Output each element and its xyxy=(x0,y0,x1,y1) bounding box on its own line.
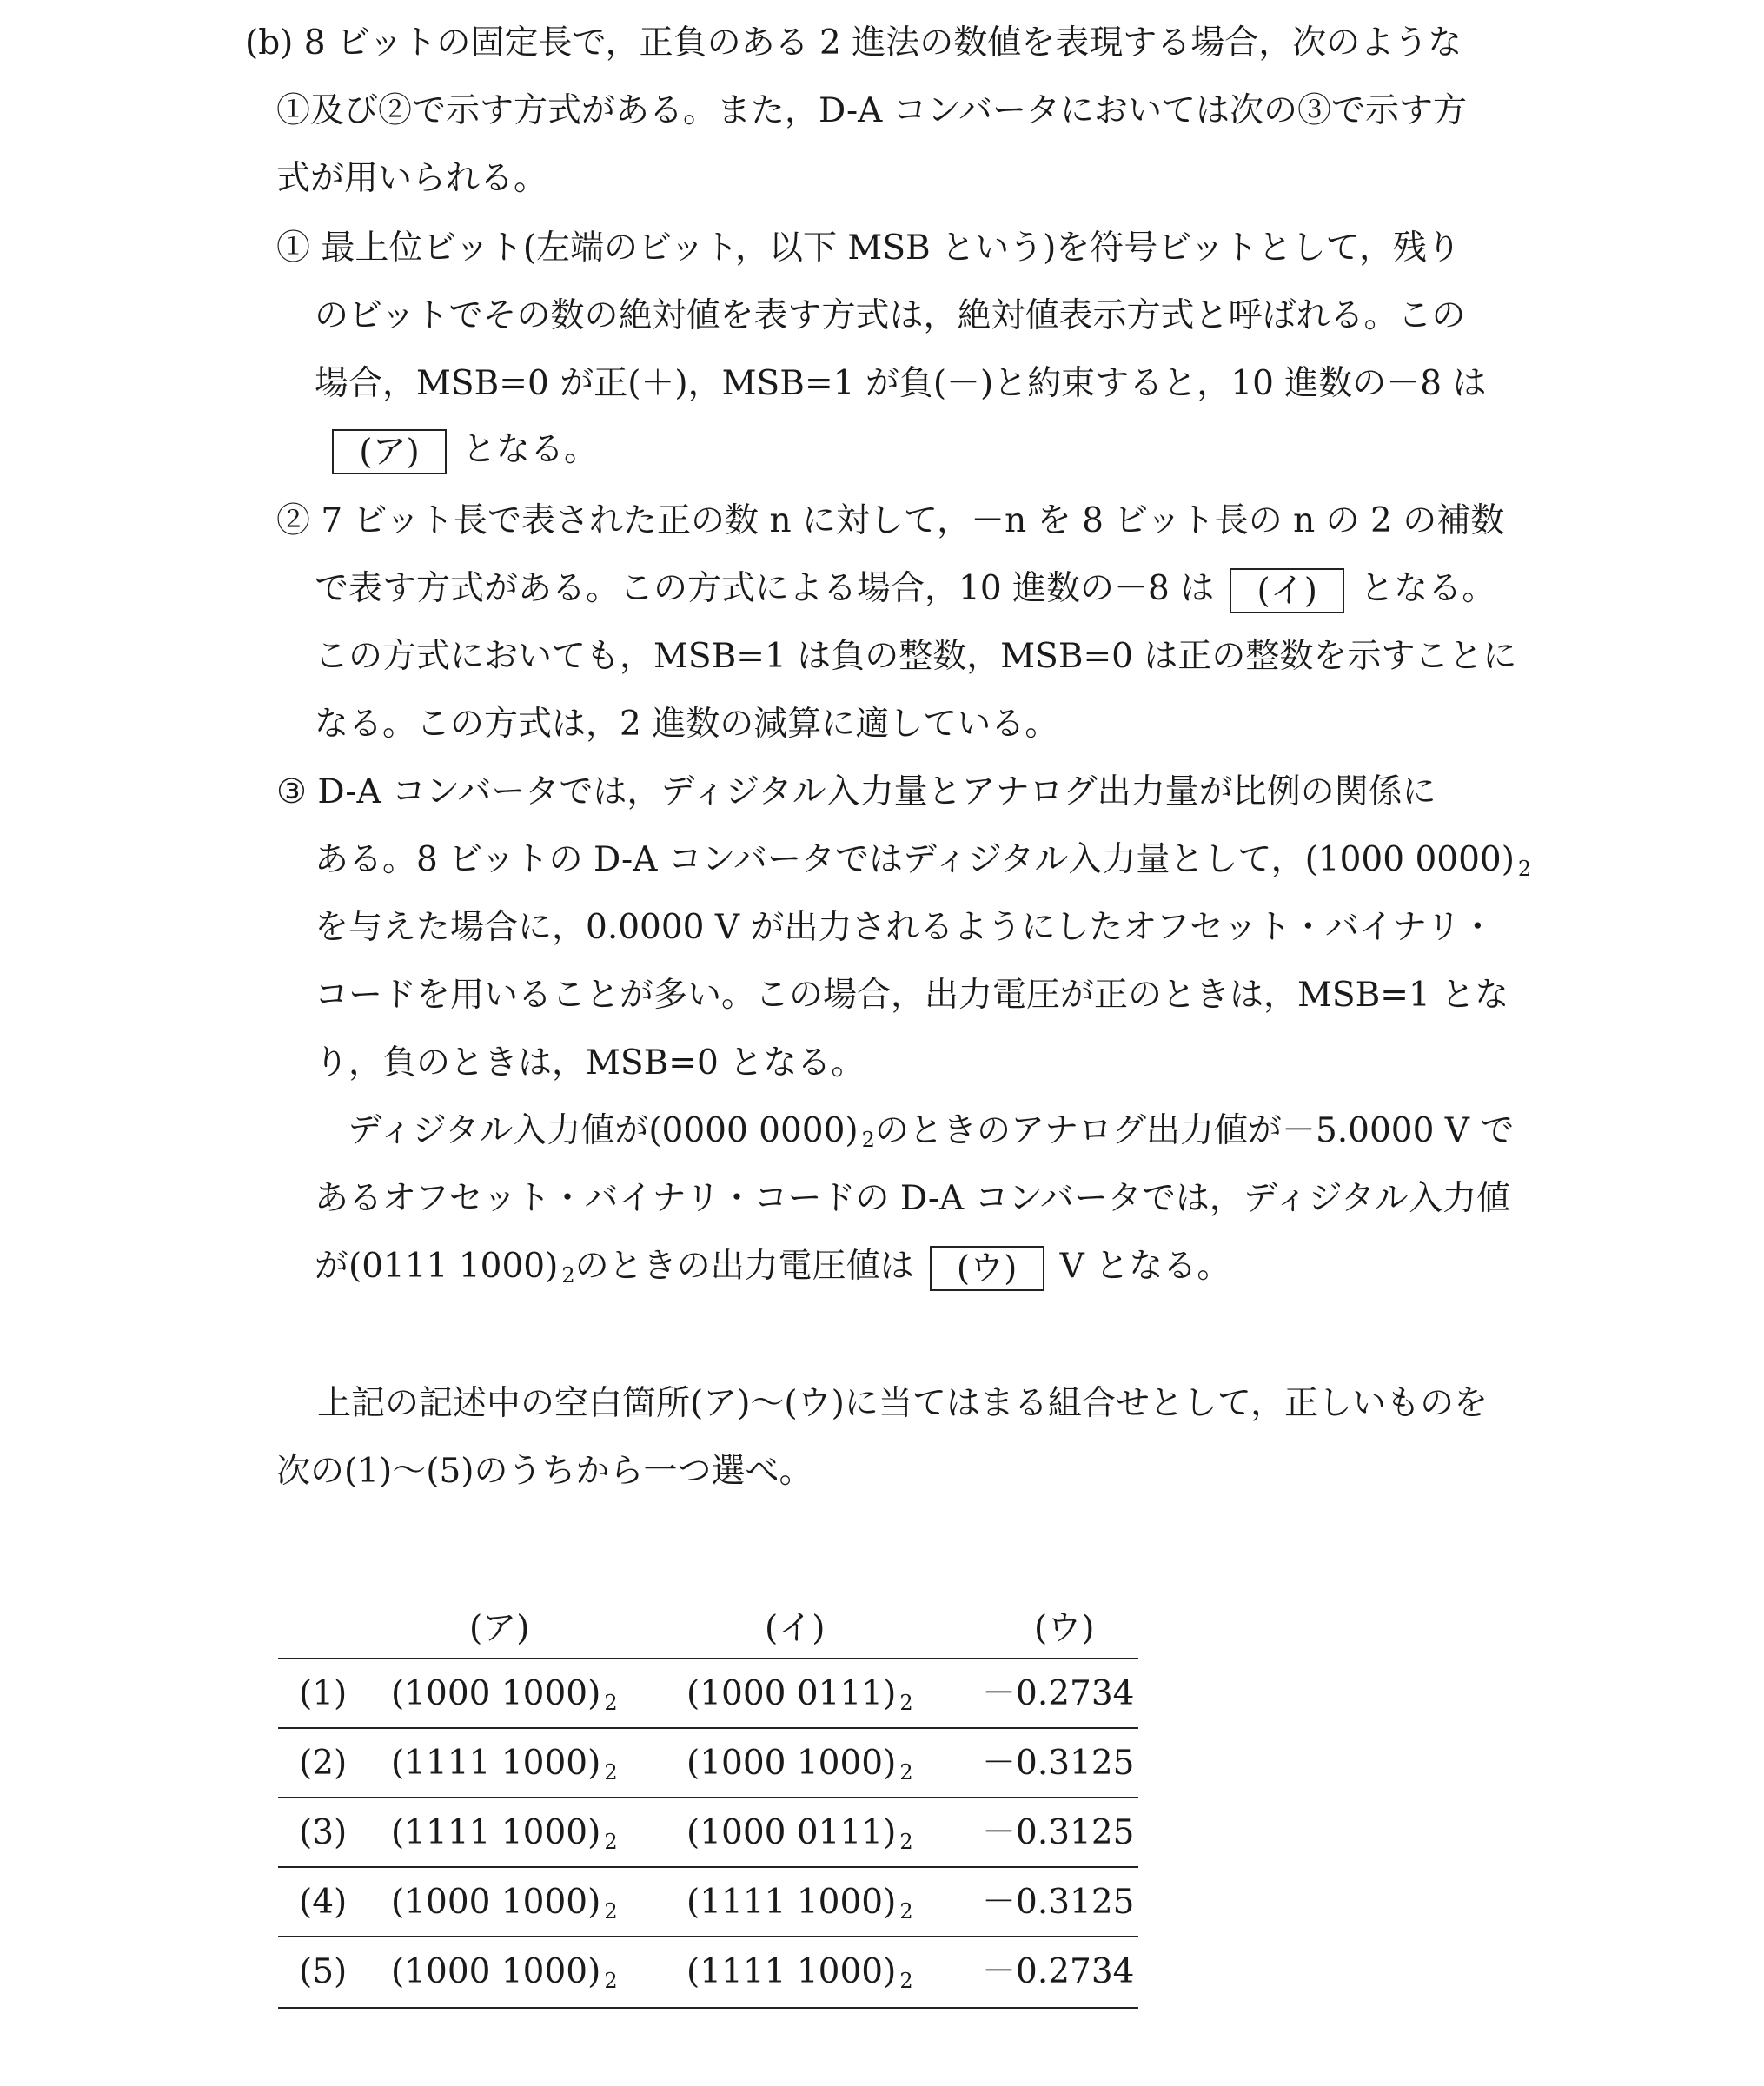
item-1-line-4 xyxy=(315,426,598,474)
item-3-line-7: あるオフセット・バイナリ・コードの D-A コンバータでは，ディジタル入力値 xyxy=(315,1179,1511,1218)
item-1-tail: となる。 xyxy=(462,430,599,469)
item-3-line-3: を与えた場合に，0.0000 V が出力されるようにしたオフセット・バイナリ・ xyxy=(315,908,1495,947)
binary-subscript: 2 xyxy=(861,1128,875,1152)
item-3-line-8-tail: V となる。 xyxy=(1059,1247,1231,1286)
item-2-line-2-head: で表す方式がある。この方式による場合，10 進数の－8 は xyxy=(315,569,1215,608)
item-2-line-2-tail: となる。 xyxy=(1360,569,1496,608)
cell-b: (1000 0111) $_2$ xyxy=(686,1813,913,1854)
choice-number: (2) xyxy=(299,1744,348,1783)
text-line-2: ①及び②で示す方式がある。また，D-A コンバータにおいては次の③で示す方 xyxy=(276,91,1468,130)
binary-subscript: 2 xyxy=(561,1263,575,1288)
cell-a: (1000 1000) $_2$ xyxy=(391,1952,618,1993)
table-header xyxy=(278,1600,1138,1658)
question-line-2: 次の(1)～(5)のうちから一つ選べ。 xyxy=(276,1452,813,1491)
item-3-line-6-tail: のときのアナログ出力値が－5.0000 V で xyxy=(874,1111,1515,1150)
cell-a: (1000 1000) $_2$ xyxy=(391,1674,618,1715)
choice-number: (4) xyxy=(299,1883,348,1922)
text-line-1: (b) 8 ビットの固定長で，正負のある 2 進法の数値を表現する場合，次のような xyxy=(245,23,1462,63)
item-3-line-8 xyxy=(315,1242,1230,1291)
choice-number: (5) xyxy=(299,1952,348,1991)
blank-a-box: (ア) xyxy=(332,429,447,474)
item-3-line-2 xyxy=(315,836,1531,884)
cell-a: (1111 1000) $_2$ xyxy=(391,1744,618,1785)
cell-b: (1000 1000) $_2$ xyxy=(686,1744,913,1785)
item-2-line-4: なる。この方式は，2 進数の減算に適している。 xyxy=(315,705,1059,744)
cell-c: －0.2734 xyxy=(982,1674,1135,1713)
item-3-line-4: コードを用いることが多い。この場合，出力電圧が正のときは，MSB=1 とな xyxy=(315,976,1509,1015)
cell-b: (1111 1000) $_2$ xyxy=(686,1883,913,1924)
table-row[interactable] xyxy=(278,1727,1138,1798)
question-line-1: 上記の記述中の空白箇所(ア)～(ウ)に当てはまる組合せとして，正しいものを xyxy=(317,1384,1489,1423)
table-row[interactable] xyxy=(278,1797,1138,1868)
cell-c: －0.3125 xyxy=(982,1813,1135,1852)
cell-c: －0.3125 xyxy=(982,1883,1135,1922)
table-row[interactable] xyxy=(278,1658,1138,1729)
binary-subscript: 2 xyxy=(1517,857,1532,881)
item-2-line-2 xyxy=(315,565,1495,613)
header-a: (ア) xyxy=(469,1609,530,1648)
item-3-line-8-mid: のときの出力電圧値は xyxy=(574,1247,914,1286)
blank-c-box: (ウ) xyxy=(930,1246,1044,1291)
cell-b: (1000 0111) $_2$ xyxy=(686,1674,913,1715)
item-3-line-6 xyxy=(348,1107,1514,1156)
item-3-line-8-head: が(0111 1000) xyxy=(315,1247,559,1286)
cell-a: (1111 1000) $_2$ xyxy=(391,1813,618,1854)
item-2-line-3: この方式においても，MSB=1 は負の整数，MSB=0 は正の整数を示すことに xyxy=(315,637,1517,676)
cell-c: －0.3125 xyxy=(982,1744,1135,1783)
item-3-line-5: り，負のときは，MSB=0 となる。 xyxy=(315,1043,865,1083)
item-3-line-2-head: ある。8 ビットの D-A コンバータではディジタル入力量として，(1000 0000) xyxy=(315,840,1515,879)
cell-a: (1000 1000) $_2$ xyxy=(391,1883,618,1924)
item-3-line-1: ③ D-A コンバータでは，ディジタル入力量とアナログ出力量が比例の関係に xyxy=(276,772,1436,811)
item-1-line-3: 場合，MSB=0 が正(＋)，MSB=1 が負(－)と約束すると，10 進数の－8 は xyxy=(315,364,1487,403)
choice-number: (1) xyxy=(299,1674,348,1713)
header-b: (イ) xyxy=(765,1609,826,1648)
cell-b: (1111 1000) $_2$ xyxy=(686,1952,913,1993)
blank-b-box: (イ) xyxy=(1230,568,1344,613)
item-1-line-2: のビットでその数の絶対値を表す方式は，絶対値表示方式と呼ばれる。この xyxy=(315,296,1466,335)
choice-number: (3) xyxy=(299,1813,348,1852)
header-c: (ウ) xyxy=(1034,1609,1095,1648)
table-row[interactable] xyxy=(278,1866,1138,1937)
text-line-3: 式が用いられる。 xyxy=(276,159,548,198)
item-3-line-6-head: ディジタル入力値が(0000 0000) xyxy=(348,1111,859,1150)
item-1-line-1: ① 最上位ビット(左端のビット，以下 MSB という)を符号ビットとして，残り xyxy=(276,228,1461,268)
table-row[interactable] xyxy=(278,1936,1138,2009)
cell-c: －0.2734 xyxy=(982,1952,1135,1991)
item-2-line-1: ② 7 ビット長で表された正の数 n に対して，－n を 8 ビット長の n の 2 の補数 xyxy=(276,501,1505,540)
